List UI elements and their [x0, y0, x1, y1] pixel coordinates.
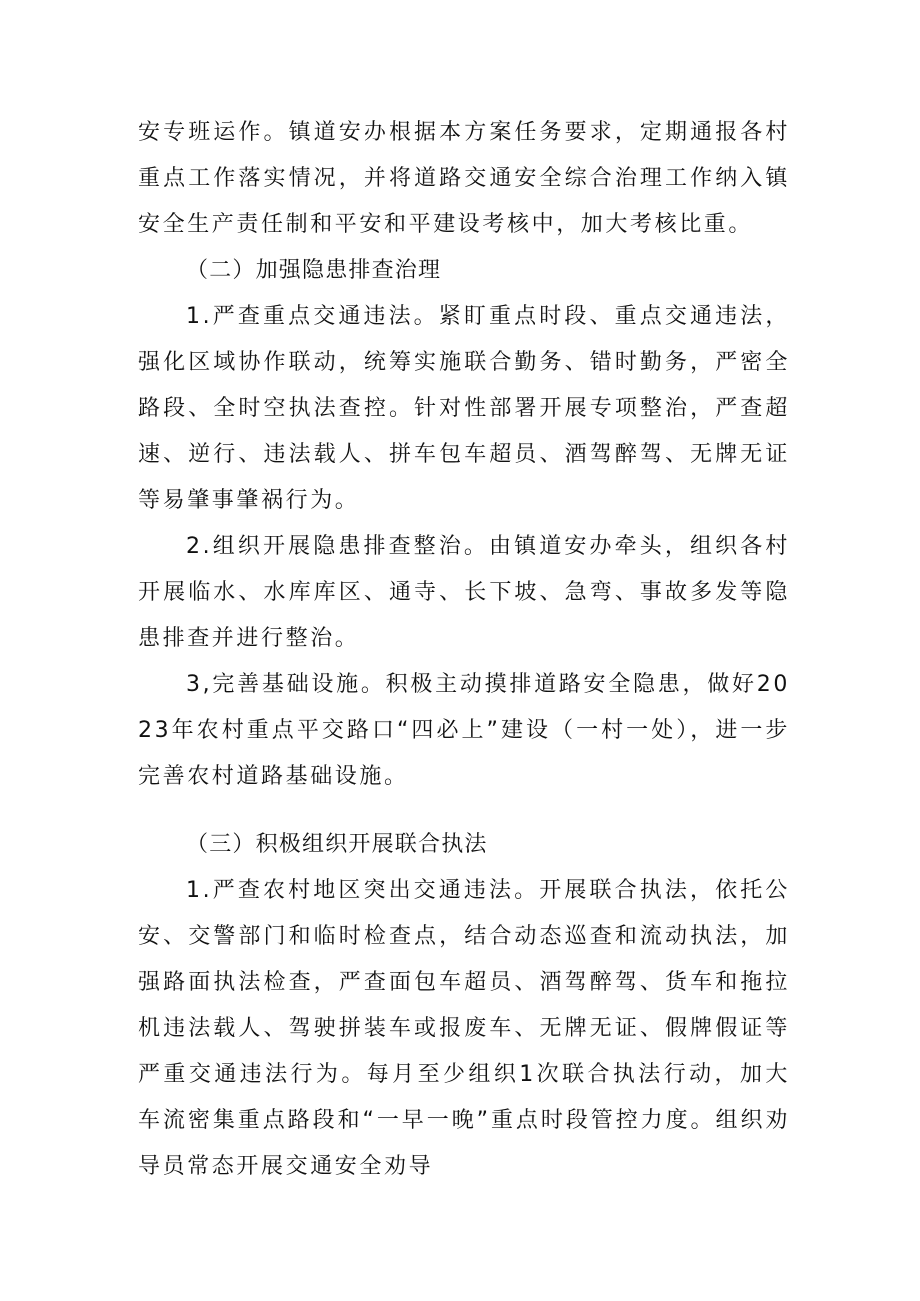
- section-heading-3: （三）积极组织开展联合执法: [186, 832, 488, 857]
- section-spacer: [138, 800, 790, 822]
- paragraph-item-2-1: 1.严查重点交通违法。紧盯重点时段、重点交通违法，强化区域协作联动，统筹实施联合勤务、错时勤务，严密全路段、全时空执法查控。针对性部署开展专项整治，严查超速、逆行、违法载人、拼车包车超员、酒驾醉驾、无牌无证等易肇事肇祸行为。: [138, 304, 790, 513]
- paragraph-item-2-2: 2.组织开展隐患排查整治。由镇道安办牵头，组织各村开展临水、水库库区、通寺、长下坡、急弯、事故多发等隐患排查并进行整治。: [138, 534, 790, 651]
- document-body: [138, 110, 790, 1190]
- paragraph-item-3-1: 1.严查农村地区突出交通违法。开展联合执法，依托公安、交警部门和临时检查点，结合动态巡查和流动执法，加强路面执法检查，严查面包车超员、酒驾醉驾、货车和拖拉机违法载人、驾驶拼装车或报废车、无牌无证、假牌假证等严重交通违法行为。每月至少组织1次联合执法行动，加大车流密集重点路段和“一早一晚”重点时段管控力度。组织劝导员常态开展交通安全劝导: [138, 878, 790, 1179]
- paragraph-continuation: 安专班运作。镇道安办根据本方案任务要求，定期通报各村重点工作落实情况，并将道路交通安全综合治理工作纳入镇安全生产责任制和平安和平建设考核中，加大考核比重。: [138, 120, 790, 237]
- section-heading-2: （二）加强隐患排查治理: [186, 258, 442, 283]
- paragraph-item-2-3: 3,完善基础设施。积极主动摸排道路安全隐患，做好2023年农村重点平交路口“四必上”建设（一村一处），进一步完善农村道路基础设施。: [138, 672, 790, 789]
